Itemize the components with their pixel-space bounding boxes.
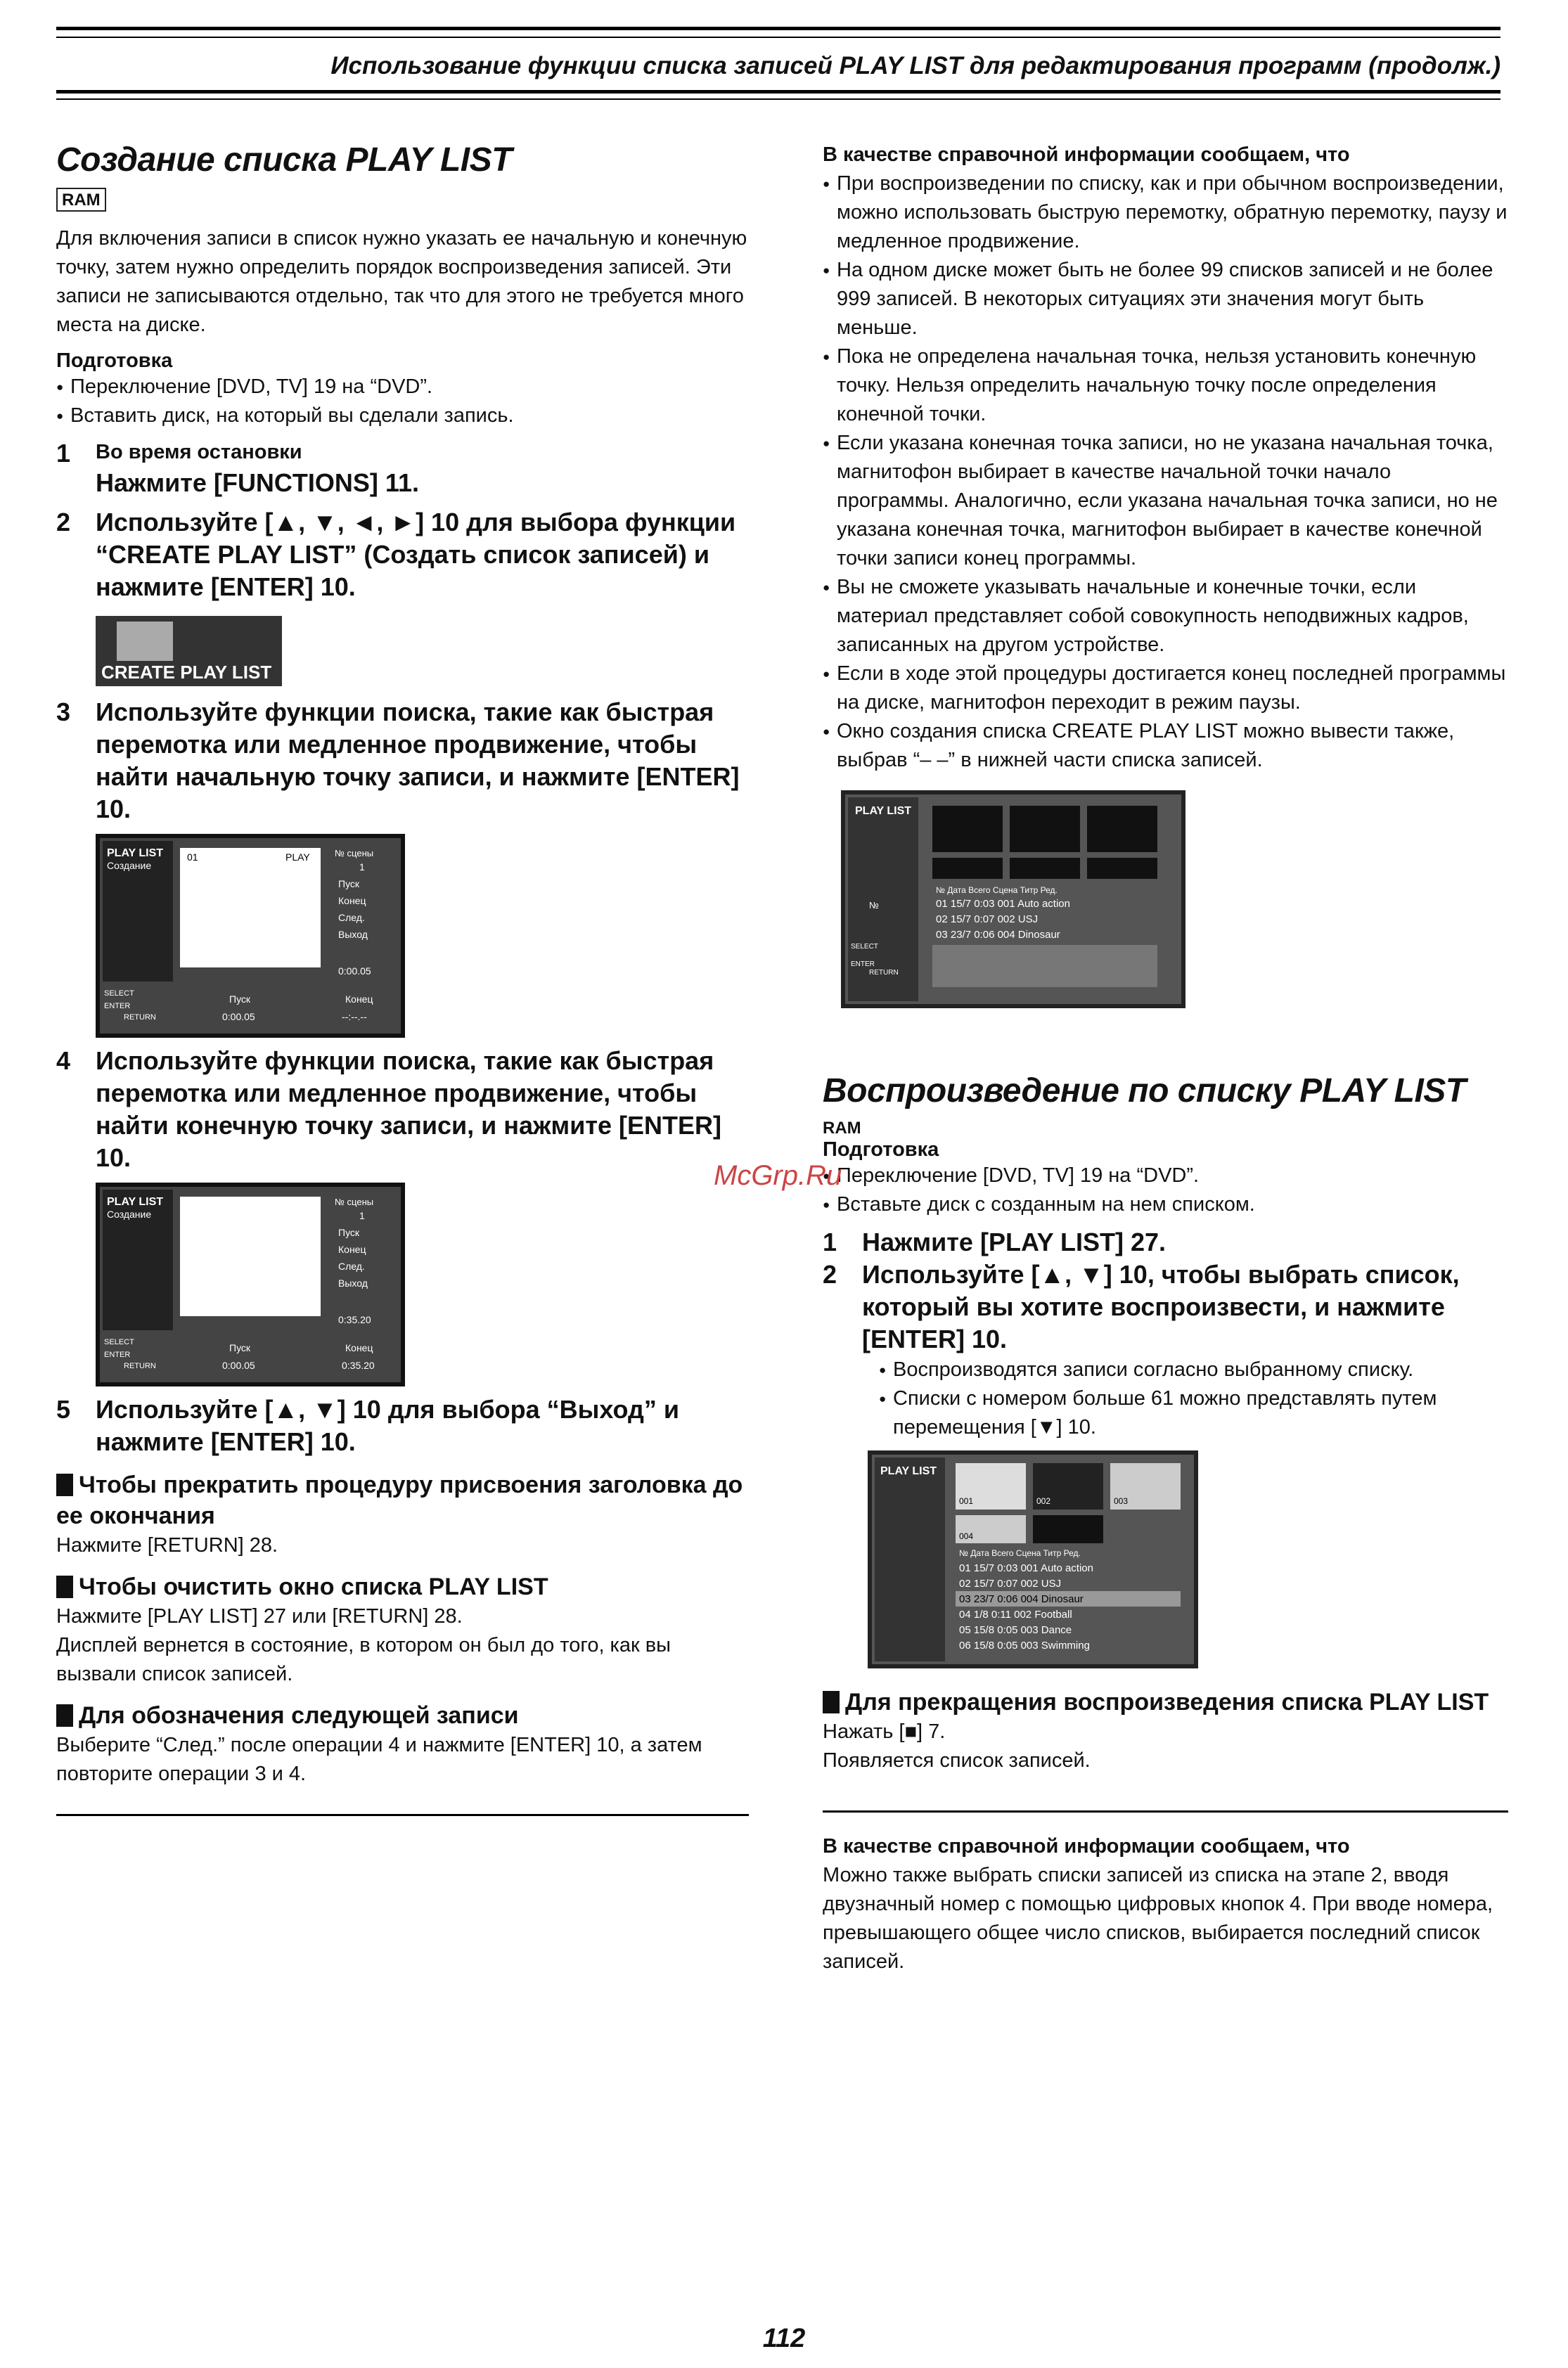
step-2-notes xyxy=(879,1356,1508,1442)
prep-item: ● Вставьте диск с созданным на нем списком. xyxy=(823,1190,1508,1219)
heading-stop-text: Для прекращения воспроизведения списка PLAY LIST xyxy=(845,1689,1489,1716)
scr-row: 06 15/8 0:05 003 Swimming xyxy=(959,1640,1090,1652)
step-number: 1 xyxy=(823,1228,837,1256)
heading-clear-text: Чтобы очистить окно списка PLAY LIST xyxy=(79,1574,548,1600)
scr-select: SELECT xyxy=(104,989,134,998)
step-2 xyxy=(823,1259,1508,1442)
scr-row: 01 15/7 0:03 001 Auto action xyxy=(936,898,1070,910)
prep-item: ● Переключение [DVD, TV] 19 на “DVD”. xyxy=(56,373,749,401)
square-bullet-icon xyxy=(56,1474,73,1496)
scr-return: RETURN xyxy=(869,969,899,977)
step-5-text: Используйте [▲, ▼] 10 для выбора “Выход” и нажмите [ENTER] 10. xyxy=(96,1395,680,1456)
scr-btn: Выход xyxy=(338,929,368,940)
scr-num-label: № сцены xyxy=(335,848,374,858)
scr-title: PLAY LIST xyxy=(880,1465,937,1477)
reference-item: ● Окно создания списка CREATE PLAY LIST можно вывести также, выбрав “– –” в нижней части списка записей. xyxy=(823,717,1508,775)
step-2-text: Используйте [▲, ▼] 10, чтобы выбрать список, который вы хотите воспроизвести, и нажмите [ENTER] 10. xyxy=(862,1260,1460,1353)
step-number: 3 xyxy=(56,697,71,726)
scr-start-time: 0:00.05 xyxy=(222,1011,255,1022)
screen-play-list-create xyxy=(841,790,1185,1008)
create-play-list-icon xyxy=(96,616,282,686)
step-5 xyxy=(56,1394,749,1458)
scr-title: PLAY LIST xyxy=(107,1196,164,1208)
left-column xyxy=(56,141,749,1816)
scr-num: 1 xyxy=(359,861,365,873)
scr-btn: След. xyxy=(338,912,365,923)
scr-time: 0:35.20 xyxy=(338,1314,371,1325)
scr-row: 04 1/8 0:11 002 Football xyxy=(959,1609,1072,1621)
step-2 xyxy=(56,506,749,686)
page-header: Использование функции списка записей PLAY LIST для редактирования программ (продолж.) xyxy=(330,52,1500,79)
scr-enter: ENTER xyxy=(104,1351,131,1359)
reference-item: ● Пока не определена начальная точка, нельзя установить конечную точку. Нельзя определить начальную точку после определения конечной точки. xyxy=(823,342,1508,429)
top-rule-1 xyxy=(56,27,1500,30)
scr-header: № Дата Всего Сцена Титр Ред. xyxy=(936,885,1058,895)
scr-cell: 001 xyxy=(959,1496,974,1506)
scr-play: PLAY xyxy=(285,851,310,863)
scr-header: № Дата Всего Сцена Титр Ред. xyxy=(959,1548,1081,1558)
step-1 xyxy=(56,437,749,499)
scr-enter: ENTER xyxy=(851,960,875,968)
screen-play-list xyxy=(868,1450,1198,1668)
step-1-text: Нажмите [PLAY LIST] 27. xyxy=(862,1228,1167,1256)
list-icon xyxy=(117,622,173,661)
section-title-create: Создание списка PLAY LIST xyxy=(56,141,512,179)
step-4 xyxy=(56,1045,749,1174)
scr-row: 01 15/7 0:03 001 Auto action xyxy=(959,1562,1093,1574)
scr-btn: Выход xyxy=(338,1278,368,1289)
header-rule-2 xyxy=(56,98,1500,100)
step-1-pre: Во время остановки xyxy=(96,441,302,463)
prep-list xyxy=(823,1162,1508,1219)
clear-text-2: Дисплей вернется в состояние, в котором он был до того, как вы вызвали список записей. xyxy=(56,1634,671,1685)
scr-num: 1 xyxy=(359,1210,365,1221)
scr-btn: Конец xyxy=(338,1244,366,1255)
heading-cancel-text: Чтобы прекратить процедуру присвоения заголовка до ее окончания xyxy=(56,1472,743,1529)
step-2-text: Используйте [▲, ▼, ◄, ►] 10 для выбора функции “CREATE PLAY LIST” (Создать список записей) и нажмите [ENTER] 10. xyxy=(96,508,736,601)
reference-text-2: Можно также выбрать списки записей из списка на этапе 2, вводя двузначный номер с помощью цифровых кнопок 4. При вводе номера, превышающего общее число списков, выбирается последний список записей. xyxy=(823,1864,1493,1973)
scr-row: 02 15/7 0:07 002 USJ xyxy=(959,1578,1062,1590)
scr-title: PLAY LIST xyxy=(855,805,912,817)
scr-return: RETURN xyxy=(124,1013,156,1022)
scr-subtitle: Создание xyxy=(107,1209,152,1220)
ram-badge: RAM xyxy=(56,188,106,212)
reference-item: ● На одном диске может быть не более 99 списков записей и не более 999 записей. В некоторых ситуациях эти значения могут быть меньше. xyxy=(823,256,1508,342)
scr-cell: 003 xyxy=(1114,1496,1129,1506)
scr-title: PLAY LIST xyxy=(107,847,164,859)
step-3 xyxy=(56,696,749,825)
scr-no: № xyxy=(869,900,879,910)
square-bullet-icon xyxy=(823,1691,840,1713)
scr-cell: 002 xyxy=(1036,1496,1051,1506)
scr-start-label: Пуск xyxy=(229,1342,251,1353)
stop-text-1: Нажать [■] 7. xyxy=(823,1720,946,1743)
step-1-text: Нажмите [FUNCTIONS] 11. xyxy=(96,468,419,497)
prep-item: ● Вставить диск, на который вы сделали запись. xyxy=(56,401,749,430)
prep-list xyxy=(56,373,749,430)
screen-create-start xyxy=(96,834,405,1038)
section-title-play: Воспроизведение по списку PLAY LIST xyxy=(823,1072,1466,1109)
scr-btn: Пуск xyxy=(338,1227,360,1238)
heading-clear xyxy=(56,1571,749,1602)
scr-cell: 004 xyxy=(959,1531,974,1541)
cancel-text: Нажмите [RETURN] 28. xyxy=(56,1534,278,1557)
heading-stop xyxy=(823,1687,1508,1718)
scr-end-time: 0:35.20 xyxy=(342,1360,375,1371)
scr-start-time: 0:00.05 xyxy=(222,1360,255,1371)
reference-title-2: В качестве справочной информации сообщаем, что xyxy=(823,1835,1350,1858)
scr-row: 01 xyxy=(187,851,198,863)
scr-select: SELECT xyxy=(104,1338,134,1346)
scr-end-label: Конец xyxy=(345,993,373,1005)
ram-badge: RAM xyxy=(823,1119,861,1138)
scr-subtitle: Создание xyxy=(107,860,152,871)
reference-item: ● Если указана конечная точка записи, но не указана начальная точка, магнитофон выбирает в качестве начальной точки начало программы. Аналогично, если указана начальная точка записи, но не указана конечная точка, магнитофон выбирает в качестве конечной точки записи конец программы. xyxy=(823,429,1508,573)
screen-create-end xyxy=(96,1183,405,1386)
heading-next-text: Для обозначения следующей записи xyxy=(79,1702,519,1729)
reference-item: ● При воспроизведении по списку, как и при обычном воспроизведении, можно использовать быструю перемотку, обратную перемотку, паузу и медленное продвижение. xyxy=(823,169,1508,256)
right-bottom-rule xyxy=(823,1810,1508,1813)
right-column xyxy=(823,141,1508,1976)
reference-title: В качестве справочной информации сообщаем, что xyxy=(823,143,1350,166)
heading-next xyxy=(56,1700,749,1731)
header-rule-1 xyxy=(56,90,1500,94)
top-rule-2 xyxy=(56,37,1500,38)
step-note: ● Списки с номером больше 61 можно представлять путем перемещения [▼] 10. xyxy=(879,1384,1508,1442)
step-3-text: Используйте функции поиска, такие как быстрая перемотка или медленное продвижение, чтобы найти начальную точку записи, и нажмите [ENTER] 10. xyxy=(96,697,740,823)
scr-end-label: Конец xyxy=(345,1342,373,1353)
scr-return: RETURN xyxy=(124,1362,156,1370)
scr-enter: ENTER xyxy=(104,1002,131,1010)
reference-item: ● Вы не сможете указывать начальные и конечные точки, если материал представляет собой совокупность неподвижных кадров, записанных на другом устройстве. xyxy=(823,573,1508,659)
scr-end-time: --:--.-- xyxy=(342,1011,367,1022)
scr-btn: Конец xyxy=(338,895,366,906)
step-number: 2 xyxy=(56,508,71,536)
step-number: 4 xyxy=(56,1046,71,1075)
prep-item: ● Переключение [DVD, TV] 19 на “DVD”. xyxy=(823,1162,1508,1190)
clear-text-1: Нажмите [PLAY LIST] 27 или [RETURN] 28. xyxy=(56,1605,463,1628)
create-play-list-label: CREATE PLAY LIST xyxy=(101,662,272,683)
reference-list xyxy=(823,169,1508,775)
scr-time: 0:00.05 xyxy=(338,965,371,977)
step-4-text: Используйте функции поиска, такие как быстрая перемотка или медленное продвижение, чтобы найти конечную точку записи, и нажмите [ENTER] 10. xyxy=(96,1046,721,1172)
reference-item: ● Если в ходе этой процедуры достигается конец последней программы на диске, магнитофон переходит в режим паузы. xyxy=(823,659,1508,717)
step-number: 5 xyxy=(56,1395,71,1424)
step-number: 1 xyxy=(56,439,71,468)
scr-num-label: № сцены xyxy=(335,1197,374,1207)
scr-row: 03 23/7 0:06 004 Dinosaur xyxy=(959,1593,1084,1605)
step-note: ● Воспроизводятся записи согласно выбранному списку. xyxy=(879,1356,1508,1384)
scr-row: 05 15/8 0:05 003 Dance xyxy=(959,1624,1072,1636)
square-bullet-icon xyxy=(56,1576,73,1598)
step-1 xyxy=(823,1226,1508,1259)
left-bottom-rule xyxy=(56,1814,749,1816)
scr-row: 03 23/7 0:06 004 Dinosaur xyxy=(936,929,1060,941)
step-number: 2 xyxy=(823,1260,837,1289)
prep-title: Подготовка xyxy=(56,349,173,372)
scr-btn: Пуск xyxy=(338,878,360,889)
square-bullet-icon xyxy=(56,1704,73,1727)
scr-select: SELECT xyxy=(851,943,878,951)
scr-start-label: Пуск xyxy=(229,993,251,1005)
prep-title: Подготовка xyxy=(823,1138,939,1161)
intro-text: Для включения записи в список нужно указать ее начальную и конечную точку, затем нужно определить порядок воспроизведения записей. Эти записи не записываются отдельно, так что для этого не требуется много места на диске. xyxy=(56,227,747,336)
scr-row: 02 15/7 0:07 002 USJ xyxy=(936,913,1039,925)
stop-text-2: Появляется список записей. xyxy=(823,1749,1091,1772)
scr-btn: След. xyxy=(338,1261,365,1272)
page-number: 112 xyxy=(762,2324,806,2353)
next-text: Выберите “След.” после операции 4 и нажмите [ENTER] 10, а затем повторите операции 3 и 4. xyxy=(56,1734,702,1785)
watermark: McGrp.Ru xyxy=(714,1160,842,1191)
heading-cancel xyxy=(56,1469,749,1531)
